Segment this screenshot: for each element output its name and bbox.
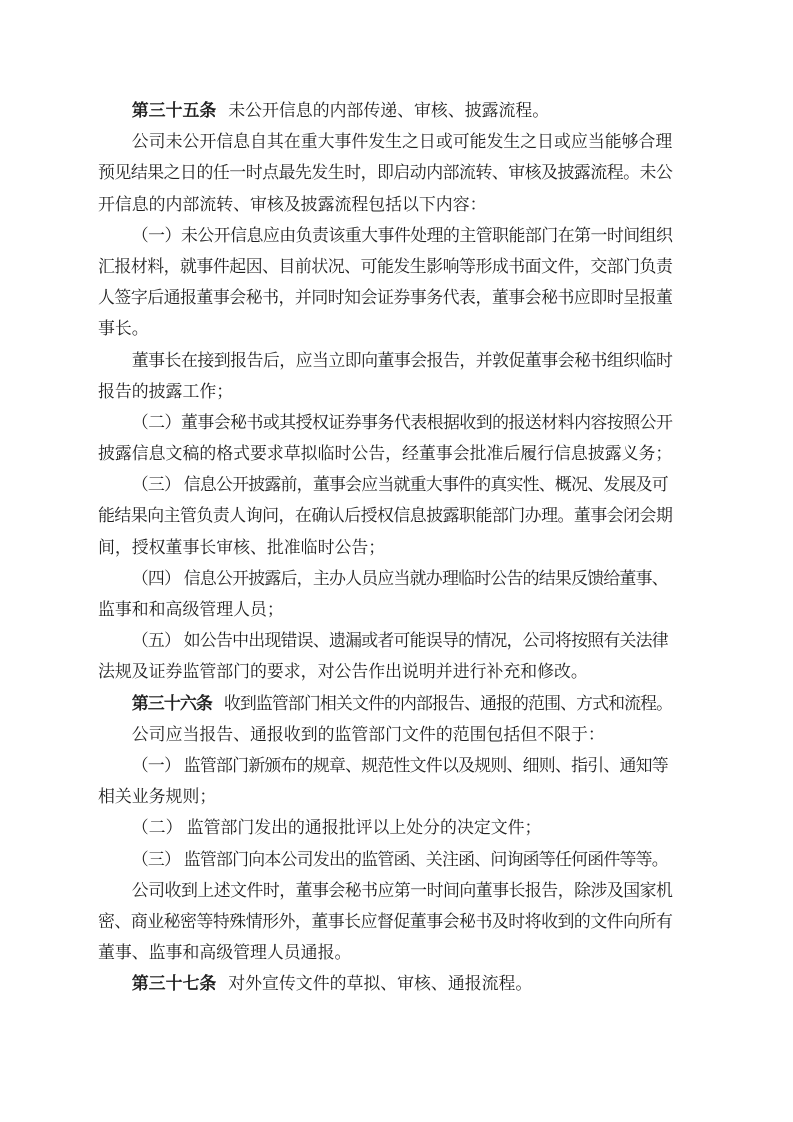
body-text-line: （四） 信息公开披露后，主办人员应当就办理临时公告的结果反馈给董事、	[131, 568, 668, 588]
body-text-line: 事长。	[98, 319, 149, 339]
body-text-line: （一） 监管部门新颁布的规章、规范性文件以及规则、细则、指引、通知等	[131, 755, 668, 775]
body-text-line: 法规及证券监管部门的要求，对公告作出说明并进行补充和修改。	[98, 662, 588, 682]
body-text-line: （三） 监管部门向本公司发出的监管函、关注函、问询函等任何函件等等。	[131, 849, 668, 869]
article-heading-line	[98, 95, 673, 126]
body-text-line: 报告的披露工作；	[98, 381, 234, 401]
article-number: 第三十七条	[131, 974, 217, 994]
body-text-line: 预见结果之日的任一时点最先发生时，即启动内部流转、审核及披露流程。未公	[98, 163, 673, 183]
body-text-line: 公司应当报告、通报收到的监管部门文件的范围包括但不限于：	[131, 724, 605, 744]
body-text-line: 公司未公开信息自其在重大事件发生之日或可能发生之日或应当能够合理	[131, 132, 673, 152]
document-text-block	[98, 95, 673, 999]
body-text-line: 公司收到上述文件时，董事会秘书应第一时间向董事长报告，除涉及国家机	[131, 880, 673, 900]
body-text-line: 能结果向主管负责人询问，在确认后授权信息披露职能部门办理。董事会闭会期	[98, 506, 673, 526]
body-text-line: 密、商业秘密等特殊情形外，董事长应督促董事会秘书及时将收到的文件向所有	[98, 911, 673, 931]
article-title: 收到监管部门相关文件的内部报告、通报的范围、方式和流程。	[223, 693, 673, 713]
body-text-line: （五） 如公告中出现错误、遗漏或者可能误导的情况，公司将按照有关法律	[131, 631, 668, 651]
body-text-line: （三） 信息公开披露前，董事会应当就重大事件的真实性、概况、发展及可	[131, 475, 668, 495]
article-number: 第三十五条	[131, 101, 217, 120]
body-text-line: 披露信息文稿的格式要求草拟临时公告，经董事会批准后履行信息披露义务；	[98, 444, 673, 464]
body-text-line: 相关业务规则；	[98, 787, 217, 807]
body-text-line: 人签字后通报董事会秘书，并同时知会证券事务代表，董事会秘书应即时呈报董	[98, 288, 673, 308]
article-number: 第三十六条	[131, 693, 212, 713]
article-title: 未公开信息的内部传递、审核、披露流程。	[228, 101, 550, 120]
body-text-line: 汇报材料，就事件起因、目前状况、可能发生影响等形成书面文件，交部门负责	[98, 256, 673, 276]
body-text-line: 董事长在接到报告后，应当立即向董事会报告，并敦促董事会秘书组织临时	[131, 350, 673, 370]
body-text-line: （二） 监管部门发出的通报批评以上处分的决定文件；	[131, 818, 542, 838]
body-text-line: 开信息的内部流转、审核及披露流程包括以下内容：	[98, 194, 487, 214]
body-text-line: 间，授权董事长审核、批准临时公告；	[98, 537, 386, 557]
body-text-line: （一）未公开信息应由负责该重大事件处理的主管职能部门在第一时间组织	[131, 225, 673, 245]
article-heading-line	[98, 968, 673, 999]
body-text-line: （二）董事会秘书或其授权证券事务代表根据收到的报送材料内容按照公开	[131, 412, 673, 432]
body-text-line: 监事和和高级管理人员；	[98, 600, 284, 619]
article-heading-line	[98, 688, 673, 719]
body-text-line: 董事、监事和高级管理人员通报。	[98, 943, 352, 963]
article-title: 对外宣传文件的草拟、审核、通报流程。	[228, 974, 533, 994]
